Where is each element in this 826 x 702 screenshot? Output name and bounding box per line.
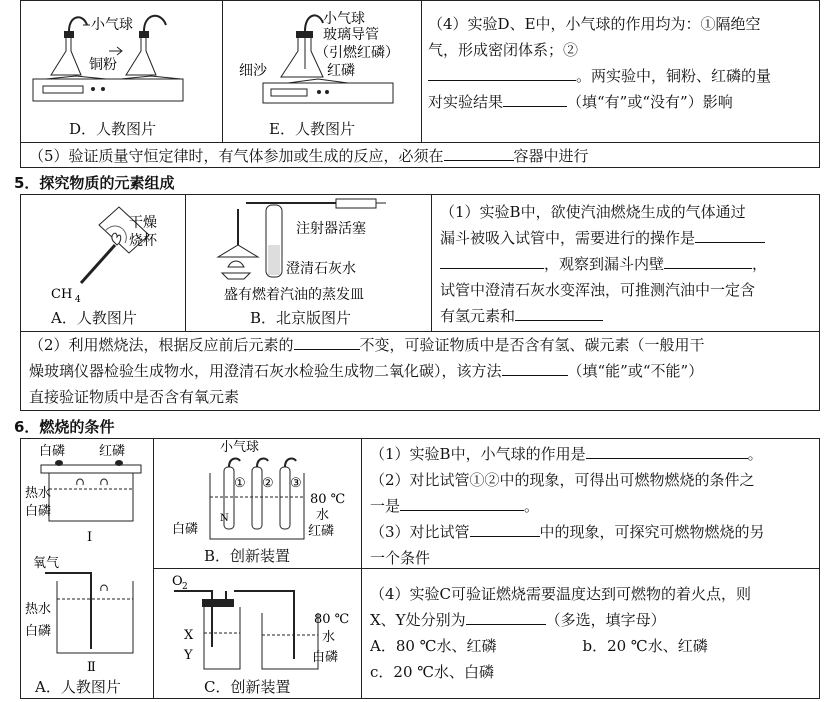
sec6-q4-line1: （4）实验C可验证燃烧需要温度达到可燃物的着火点，则 <box>370 585 752 603</box>
sec5-fig-b-illustration <box>186 195 431 307</box>
cup-label-1: 干燥 <box>129 215 157 231</box>
q5-text-b: 容器中进行 <box>513 147 589 165</box>
q5-cell <box>20 142 820 168</box>
balloon-label: 小气球 <box>91 17 133 33</box>
syringe-label: 注射器活塞 <box>296 221 366 237</box>
q4-line1: （4）实验D、E中，小气球的作用均为：①隔绝空 <box>428 15 761 33</box>
sec6-q3-blank[interactable] <box>470 520 540 537</box>
sec6-fig-a-cell <box>20 438 154 699</box>
fig-d-caption: D．人教图片 <box>69 120 157 138</box>
sec6-fig-b-cell <box>153 438 362 569</box>
sec5-fig-a-caption: A．人教图片 <box>51 309 137 327</box>
fig-d-cell <box>20 0 223 143</box>
sec6-q1-a: （1）实验B中，小气球的作用是 <box>370 445 586 463</box>
temp-label: 80 ℃ <box>314 612 350 627</box>
sec6-fig-b-illustration <box>154 439 361 543</box>
hot-water-label-2: 热水 <box>25 602 52 617</box>
q4-blank1[interactable] <box>428 64 576 81</box>
roman-2: Ⅱ <box>87 660 96 674</box>
sec5-fig-b-cell <box>185 194 432 332</box>
sec5-q2-blank2[interactable] <box>502 359 568 376</box>
sec6-q3-line2: 一个条件 <box>370 549 431 567</box>
sec6-q2-line1: （2）对比试管①②中的现象，可得出可燃物燃烧的条件之 <box>370 471 755 489</box>
x-label: X <box>184 628 194 643</box>
sec6-fig-a-caption: A．人教图片 <box>35 678 121 696</box>
sec6-q4-line2b: （多选，填字母） <box>545 611 666 629</box>
white-p-label-3: 白磷 <box>25 624 52 639</box>
sec6-q3-line1a: （3）对比试管 <box>370 523 470 541</box>
fig-e-cell <box>222 0 422 143</box>
sec6-fig-b-caption: B．创新装置 <box>204 547 291 565</box>
water-label: 水 <box>316 508 330 523</box>
white-p-label: 白磷 <box>172 522 199 537</box>
sec6-q4-opt-a[interactable]: A．80 ℃水、红磷 <box>370 637 497 655</box>
q5-text-a: （5）验证质量守恒定律时，有气体参加或生成的反应，必须在 <box>29 147 444 165</box>
sec6-q4-line2a: X、Y处分别为 <box>370 611 466 629</box>
y-label: Y <box>184 648 193 663</box>
sec5-q1-blank2[interactable] <box>664 252 752 269</box>
sec6-q2-line2b: 。 <box>524 497 540 515</box>
fig-d-illustration <box>21 1 222 111</box>
cup-label-2: 烧杯 <box>129 233 157 249</box>
sec5-q1-line4: 试管中澄清石灰水变浑浊，可推测汽油中一定含 <box>440 281 756 299</box>
section5-title: 5．探究物质的元素组成 <box>14 174 175 192</box>
roman-1: Ⅰ <box>87 530 93 545</box>
sec5-q1-line5: 有氢元素和 <box>440 307 516 325</box>
dish-label: 盛有燃着汽油的蒸发皿 <box>224 287 364 303</box>
sec6-fig-c-cell <box>153 568 362 699</box>
ignite-label: （引燃红磷） <box>315 45 399 61</box>
sec6-q4-blank[interactable] <box>466 608 546 625</box>
q4-line4a: 对实验结果 <box>428 93 504 111</box>
white-p-label-2: 白磷 <box>25 504 52 519</box>
sec5-q1-line3: ，观察到漏斗内壁 <box>544 255 665 273</box>
sec6-q1-b: 。 <box>747 445 763 463</box>
white-p-label: 白磷 <box>312 650 339 665</box>
sec5-fig-a-illustration <box>21 195 185 305</box>
sec5-q2-line3: 直接验证物质中是否含有氧元素 <box>29 388 240 406</box>
sec5-q1-line2: 漏斗被吸入试管中，需要进行的操作是 <box>440 229 696 247</box>
sec6-q4-opt-b[interactable]: b．20 ℃水、红磷 <box>582 637 708 655</box>
fig-e-illustration <box>223 1 421 111</box>
sec5-q1-blank1[interactable] <box>695 226 765 243</box>
q4-line2: 气，形成密闭体系；② <box>428 41 579 59</box>
sec5-q2-line2b: （填“能”或“不能”） <box>567 362 704 380</box>
balloon-label: 小气球 <box>323 11 365 27</box>
balloon-label: 小气球 <box>220 440 260 455</box>
tube-2-label: ② <box>262 476 274 491</box>
q4-blank2[interactable] <box>503 90 567 107</box>
water-label: 水 <box>322 630 336 645</box>
tube-1-label: ① <box>234 476 246 491</box>
red-p-label: 红磷 <box>308 524 335 539</box>
sec5-fig-b-caption: B．北京版图片 <box>250 309 352 327</box>
sec6-fig-a-illustration <box>21 439 153 674</box>
sec5-q1-cell <box>431 194 820 332</box>
sec6-q1-blank[interactable] <box>586 442 748 459</box>
sec5-q1-blank3[interactable] <box>515 304 603 321</box>
sec5-q2-cell <box>20 331 820 411</box>
q4-line3: 。两实验中，铜粉、红磷的量 <box>576 67 772 85</box>
sec5-q1-line1: （1）实验B中，欲使汽油燃烧生成的气体通过 <box>440 203 746 221</box>
lime-water-label: 澄清石灰水 <box>286 261 356 277</box>
red-phosphorus-label: 红磷 <box>327 63 355 79</box>
sec6-q4-opt-c[interactable]: c．20 ℃水、白磷 <box>370 663 495 681</box>
n-label: N <box>220 513 229 524</box>
oxygen-label: 氧气 <box>33 556 60 571</box>
sec6-q4-cell <box>361 568 820 699</box>
sec5-q1-line3-end: ， <box>752 255 768 273</box>
hot-water-label: 热水 <box>25 486 52 501</box>
red-p-label: 红磷 <box>99 444 126 459</box>
o2-subscript: 2 <box>182 582 188 592</box>
white-p-label: 白磷 <box>39 444 66 459</box>
tube-3-label: ③ <box>290 476 302 491</box>
sec6-fig-c-illustration <box>154 569 361 675</box>
temp-label: 80 ℃ <box>310 492 346 507</box>
sec5-fig-a-cell <box>20 194 186 332</box>
sec6-fig-c-caption: C．创新装置 <box>204 678 291 696</box>
sec6-q3-line1b: 中的现象，可探究可燃物燃烧的另 <box>539 523 765 541</box>
q4-cell <box>421 0 820 143</box>
sec5-q2-line1b: 不变，可验证物质中是否含有氢、碳元素（一般用干 <box>359 336 705 354</box>
tube-label: 玻璃导管 <box>323 27 379 43</box>
copper-label: 铜粉 <box>89 57 117 73</box>
ch4-subscript: 4 <box>75 295 81 305</box>
sec5-q2-line1a: （2）利用燃烧法，根据反应前后元素的 <box>29 336 294 354</box>
sec6-q2-line2a: 一是 <box>370 497 401 515</box>
sec5-q2-line2a: 燥玻璃仪器检验生成物水，用澄清石灰水检验生成物二氧化碳），该方法 <box>29 362 502 380</box>
q5-blank[interactable] <box>444 144 514 161</box>
sec6-q2-blank[interactable] <box>400 494 524 511</box>
sec6-q123-cell <box>361 438 820 569</box>
section6-title: 6．燃烧的条件 <box>14 418 115 436</box>
q4-line4b: （填“有”或“没有”）影响 <box>567 93 733 111</box>
ch4-label: CH <box>51 287 73 302</box>
sec5-q2-blank1[interactable] <box>294 333 360 350</box>
o2-label: O <box>172 574 183 589</box>
fig-e-caption: E．人教图片 <box>269 120 355 138</box>
sand-label: 细沙 <box>239 63 267 79</box>
sec5-q1-blank1-cont[interactable] <box>440 252 544 269</box>
